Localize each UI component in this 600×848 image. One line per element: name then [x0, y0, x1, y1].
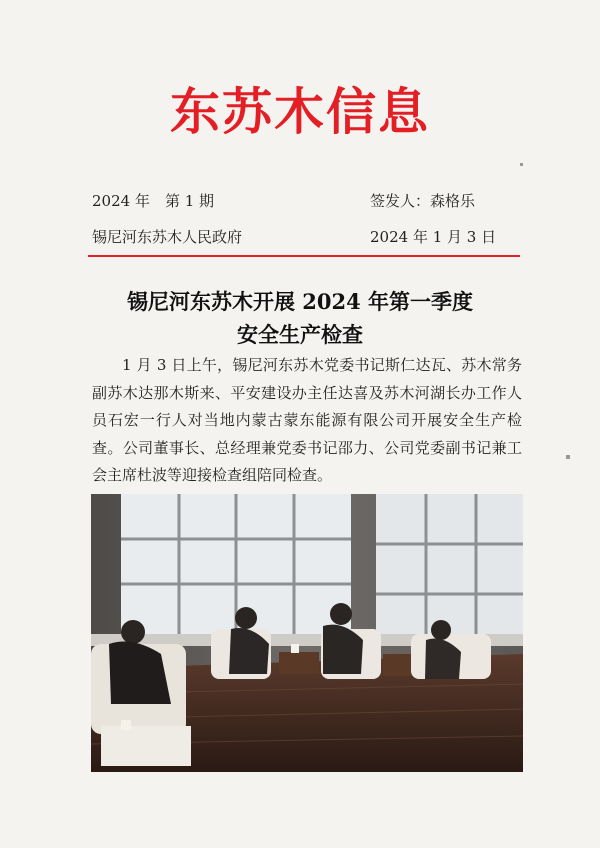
scan-speck	[566, 455, 570, 459]
red-divider	[88, 255, 520, 257]
article-headline-line-2: 安全生产检查	[237, 322, 363, 347]
issuing-organization: 锡尼河东苏木人民政府	[92, 228, 243, 246]
meeting-photo	[91, 494, 523, 772]
scan-speck	[520, 163, 523, 166]
article-headline: 锡尼河东苏木开展 2024 年第一季度	[126, 289, 474, 314]
issue-date: 2024 年 1 月 3 日	[370, 228, 497, 246]
issue-number: 2024 年 第 1 期	[92, 192, 215, 210]
meeting-photo-icon	[91, 494, 523, 772]
signer: 签发人：森格乐	[370, 192, 476, 210]
article-body: 1 月 3 日上午，锡尼河东苏木党委书记斯仁达瓦、苏木常务副苏木达那木斯来、平安建设办主任达喜及苏木河湖长办工作人员石宏一行人对当地内蒙古蒙东能源有限公司开展安全生产检查。公司董事长、总经理兼党委书记邵力、公司党委副书记兼工会主席杜波等迎接检查组陪同检查。	[92, 356, 522, 485]
masthead-title: 东苏木信息	[170, 83, 430, 141]
